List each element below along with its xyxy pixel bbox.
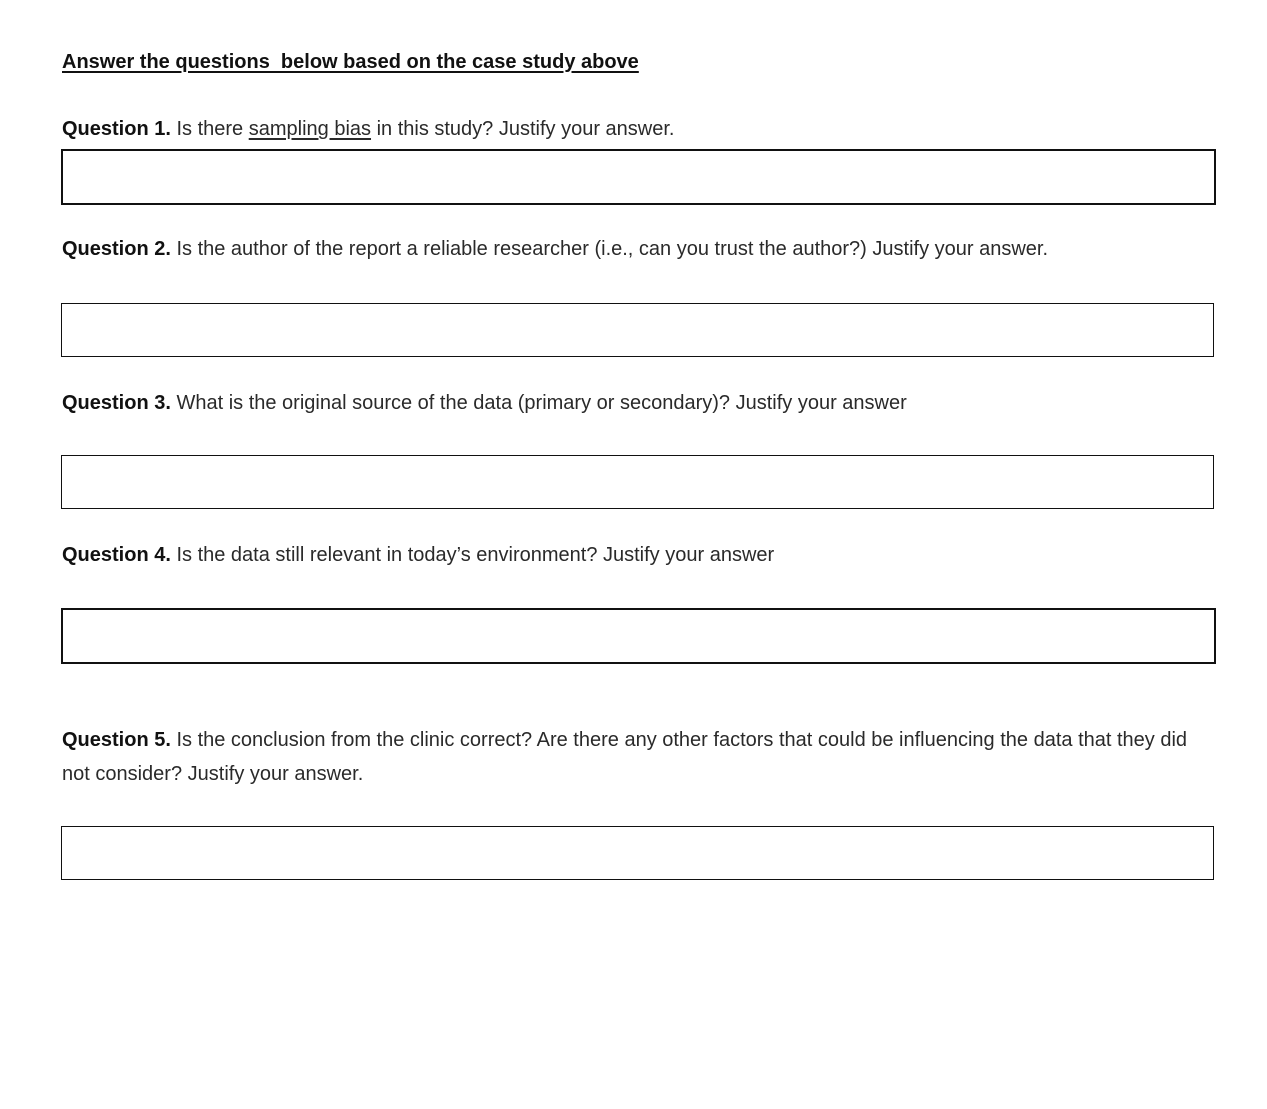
sampling-bias-term: sampling bias: [248, 118, 372, 140]
question-2-number: Question 2.: [62, 238, 171, 260]
question-4-text: Is the data still relevant in today’s environment? Justify your answer: [170, 544, 775, 566]
question-3-text: What is the original source of the data (primary or secondary)? Justify your answer: [170, 392, 907, 414]
question-3-number: Question 3.: [62, 392, 171, 414]
question-5-number: Question 5.: [62, 729, 171, 751]
question-2: [62, 232, 1212, 266]
answer-box-2[interactable]: [61, 303, 1214, 357]
question-4: [62, 538, 1212, 572]
answer-box-3[interactable]: [61, 455, 1214, 509]
question-2-text: Is the author of the report a reliable researcher (i.e., can you trust the author?) Justify your answer.: [170, 238, 1049, 260]
question-1-text-after: in this study? Justify your answer.: [371, 118, 675, 140]
answer-box-5[interactable]: [61, 826, 1214, 880]
question-5-text: Is the conclusion from the clinic correct? Are there any other factors that could be influencing the data that they did not consider? Justify your answer.: [62, 729, 1188, 785]
question-4-number: Question 4.: [62, 544, 171, 566]
answer-box-4[interactable]: [61, 608, 1216, 664]
question-5: [62, 723, 1212, 791]
question-1-number: Question 1.: [62, 118, 171, 140]
answer-box-1[interactable]: [61, 149, 1216, 205]
question-1: [62, 112, 1212, 146]
question-3: [62, 386, 1212, 420]
worksheet-heading: Answer the questions below based on the case study above: [62, 51, 639, 73]
question-1-text-before: Is there: [170, 118, 249, 140]
